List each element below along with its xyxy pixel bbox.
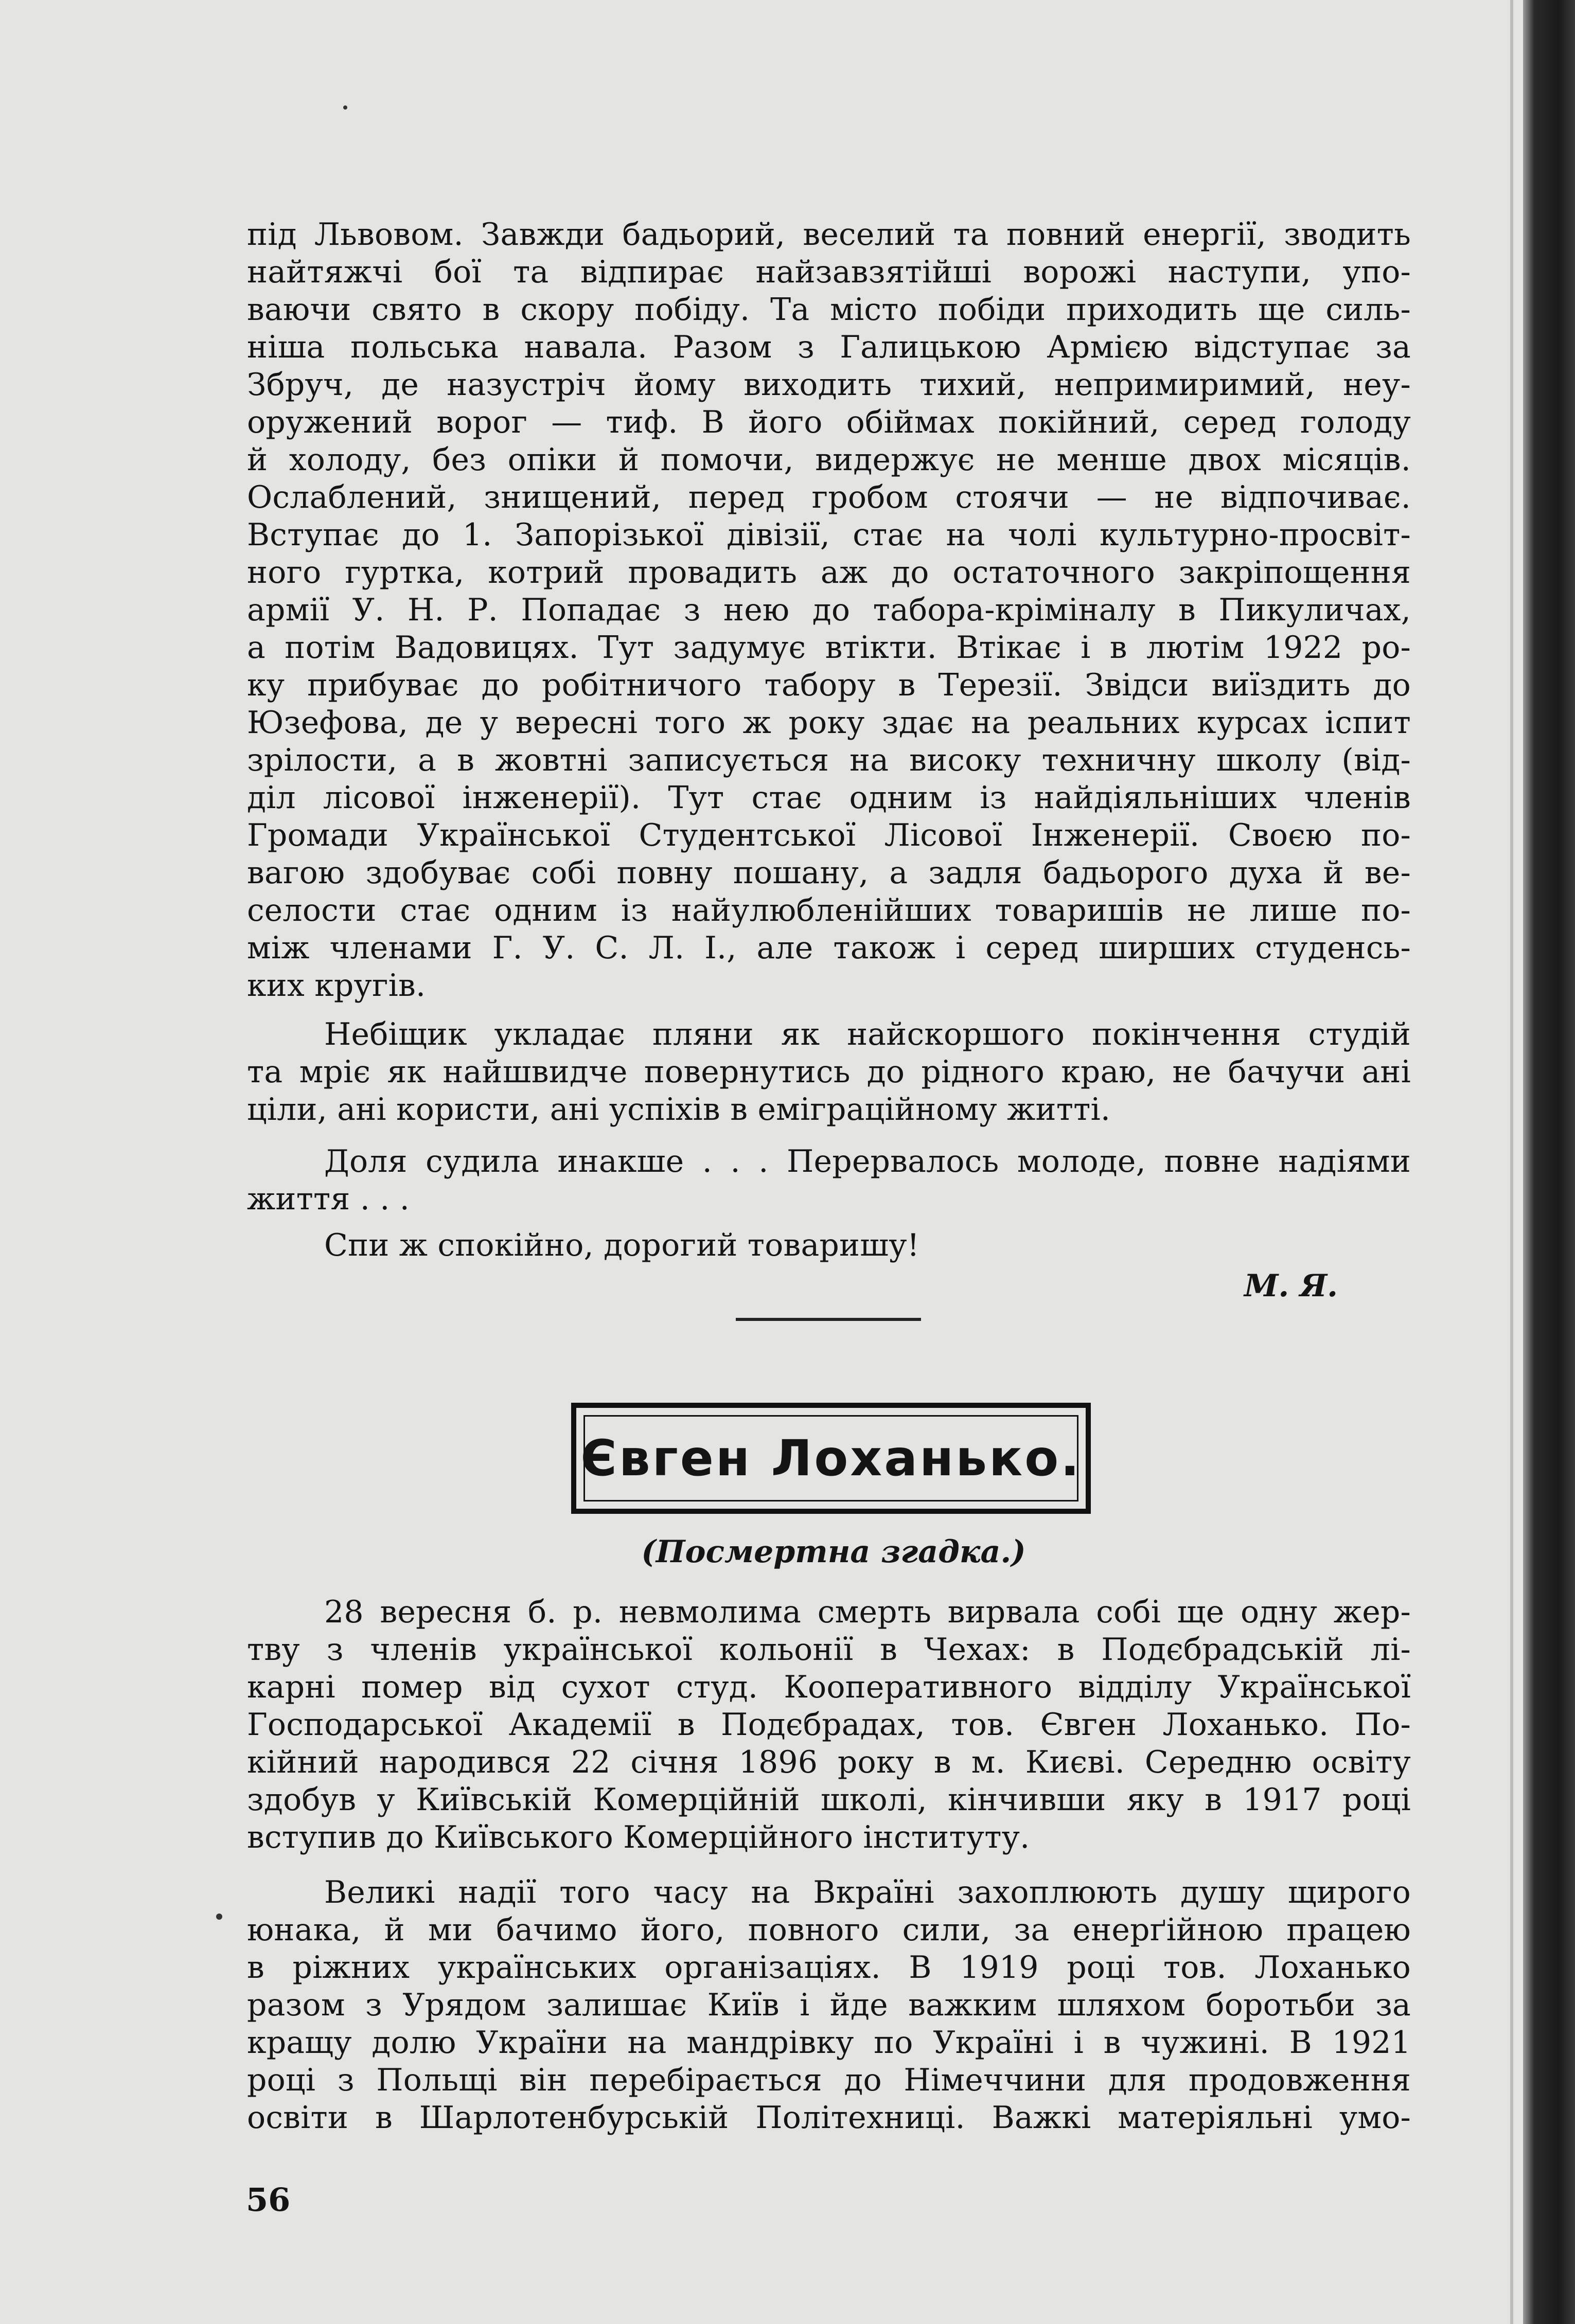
text-line: ваючи свято в скору побіду. Та місто побіди приходить ще силь- (247, 292, 1411, 328)
text-line: цiли, ані користи, ані успіхів в еміграційному житті. (247, 1092, 1111, 1128)
page-number: 56 (246, 2181, 291, 2219)
text-line: Збруч, де назустріч йому виходить тихий, непримиримий, неу- (247, 367, 1411, 403)
text-line: Ослаблений, знищений, перед гробом стоячи — не відпочиває. (247, 479, 1411, 515)
text-line: Спи ж спокійно, дорогий товаришу! (324, 1227, 920, 1263)
text-line: разом з Урядом залишає Київ і йде важким шляхом боротьби за (247, 1987, 1411, 2023)
text-line: а потім Вадовицях. Тут задумує втікти. Втікає і в лютім 1922 ро- (247, 630, 1411, 666)
text-line: ніша польська навала. Разом з Галицькою Армією відступає за (247, 329, 1411, 365)
text-line: життя . . . (247, 1181, 410, 1217)
text-line: освіти в Шарлотенбурській Політехниці. Важкі матеріяльні умо- (247, 2100, 1411, 2136)
page-edge (1510, 0, 1513, 2324)
text-line: зрілости, а в жовтні записується на високу техничну школу (від- (247, 742, 1411, 778)
text-line: вступив до Київського Комерційного інституту. (247, 1819, 1030, 1855)
text-line: карні помер від сухот студ. Кооперативного відділу Української (247, 1669, 1411, 1705)
text-line: в ріжних українських організаціях. В 1919 році тов. Лоханько (247, 1950, 1411, 1986)
text-line: здобув у Київській Комерційній школі, кінчивши яку в 1917 році (247, 1782, 1411, 1818)
paper-speck (216, 1914, 222, 1920)
text-line: кращу долю України на мандрівку по Україні і в чужині. В 1921 (247, 2025, 1411, 2061)
text-line: найтяжчі бої та відпирає найзавзятійші ворожі наступи, упо- (247, 254, 1411, 290)
book-spine-shadow (1523, 0, 1575, 2324)
text-line: ку прибуває до робітничого табору в Терезії. Звідси виїздить до (247, 667, 1411, 703)
author-signature: М. Я. (1244, 1268, 1338, 1304)
text-line: ких кругів. (247, 968, 426, 1004)
text-line: між членами Г. У. С. Л. І., але також і серед ширших студенсь- (247, 930, 1411, 966)
upper-paragraph-4 (247, 1227, 1411, 1264)
obituary-paragraph-2 (247, 1874, 1411, 2137)
upper-paragraph-3 (247, 1143, 1411, 1218)
text-line: Доля судила инакше . . . Перервалось молоде, повне надіями (324, 1143, 1411, 1179)
upper-paragraph-1 (247, 216, 1411, 1005)
text-line: Вступає до 1. Запорізької дівізії, стає на чолі культурно-просвіт- (247, 517, 1411, 553)
text-line: ного гуртка, котрий провадить аж до остаточного закріпощення (247, 555, 1411, 591)
text-line: юнака, й ми бачимо його, повного сили, за енерґійною працею (247, 1912, 1411, 1948)
text-line: вагою здобуває собі повну пошану, а задля бадьорого духа й ве- (247, 855, 1411, 891)
text-line: й холоду, без опіки й помочи, видержує не менше двох місяців. (247, 442, 1411, 478)
text-line: кійний народився 22 січня 1896 року в м. Києві. Середню освіту (247, 1744, 1411, 1780)
text-line: 28 вересня б. р. невмолима смерть вирвала собі ще одну жер- (324, 1594, 1411, 1630)
obituary-title-box (571, 1403, 1091, 1514)
text-line: під Львовом. Завжди бадьорий, веселий та повний енергії, зводить (247, 217, 1411, 253)
upper-paragraph-2 (247, 1016, 1411, 1129)
text-line: Господарської Академії в Подєбрадах, тов. Євген Лоханько. По- (247, 1707, 1411, 1743)
text-line: діл лісової інженерії). Тут стає одним із найдіяльніших членів (247, 780, 1411, 816)
obituary-subtitle: (Посмертна згадка.) (641, 1534, 1026, 1570)
text-line: армії У. Н. Р. Попадає з нею до табора-крімiналу в Пикуличах, (247, 592, 1411, 628)
text-line: Великі надії того часу на Вкраїні захоплюють душу щирого (324, 1874, 1411, 1910)
text-line: та мріє як найшвидче повернутись до рідного краю, не бачучи ані (247, 1054, 1411, 1090)
text-line: Громади Української Студентської Лісової Інженерії. Своєю по- (247, 817, 1411, 853)
obituary-title: Євген Лоханько. (580, 1429, 1082, 1487)
paper-speck (343, 105, 347, 110)
text-line: Юзефова, де у вересні того ж року здає на реальних курсах іспит (247, 705, 1411, 741)
text-line: селости стає одним із найулюбленійших товаришів не лише по- (247, 892, 1411, 928)
obituary-paragraph-1 (247, 1594, 1411, 1856)
text-line: тву з членів української кольонії в Чехах: в Подєбрадській лі- (247, 1632, 1411, 1668)
text-line: оружений ворог — тиф. В його обіймах покійний, серед голоду (247, 404, 1411, 440)
text-line: Небіщик укладає пляни як найскоршого покінчення студій (324, 1016, 1411, 1052)
section-divider (736, 1318, 921, 1321)
text-line: році з Польщі він перебірається до Німеччини для продовження (247, 2062, 1411, 2098)
